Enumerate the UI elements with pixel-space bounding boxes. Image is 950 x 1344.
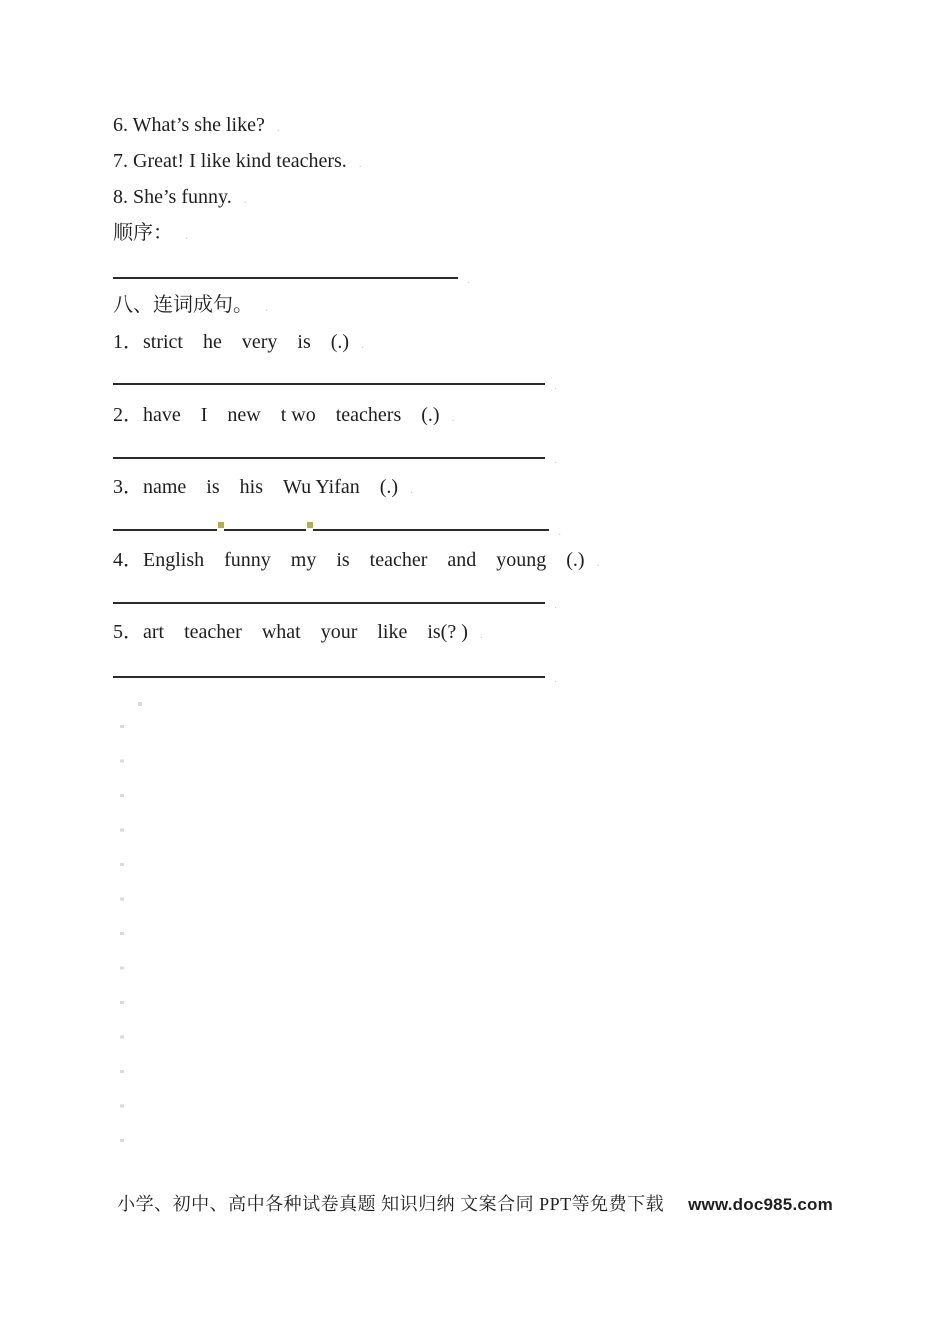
footer <box>0 1190 950 1216</box>
question-4-answer-blank[interactable] <box>113 602 545 604</box>
question-2-answer-blank[interactable] <box>113 457 545 459</box>
footer-site-link[interactable]: www.doc985.com <box>688 1195 833 1214</box>
question-1-answer-blank[interactable] <box>113 383 545 385</box>
question-2: 2．have I new t wo teachers (.) . <box>113 402 455 430</box>
yellow-marker-icon <box>218 522 224 528</box>
line-gap <box>306 529 313 532</box>
question-4: 4．English funny my is teacher and young (.) . <box>113 547 600 575</box>
section-heading: 八、连词成句。 . <box>113 292 268 320</box>
empty-paragraph-mark <box>138 702 142 706</box>
question-5: 5．art teacher what your like is(? ) . <box>113 619 483 647</box>
question-3-answer-blank[interactable] <box>113 529 549 531</box>
order-answer-blank[interactable] <box>113 277 458 279</box>
dialogue-line-6: 6. What’s she like? . <box>113 112 280 140</box>
dialogue-line-8: 8. She’s funny. . <box>113 184 247 212</box>
empty-paragraph-mark-column <box>120 725 124 1144</box>
line-gap <box>217 529 224 532</box>
dialogue-line-7: 7. Great! I like kind teachers. . <box>113 148 362 176</box>
question-3: 3．name is his Wu Yifan (.) . <box>113 474 413 502</box>
question-1: 1．strict he very is (.) . <box>113 329 364 357</box>
question-5-answer-blank[interactable] <box>113 676 545 678</box>
yellow-marker-icon <box>307 522 313 528</box>
order-label: 顺序： . <box>113 220 188 248</box>
footer-promo-text: 小学、初中、高中各种试卷真题 知识归纳 文案合同 PPT等免费下载 <box>117 1194 665 1214</box>
